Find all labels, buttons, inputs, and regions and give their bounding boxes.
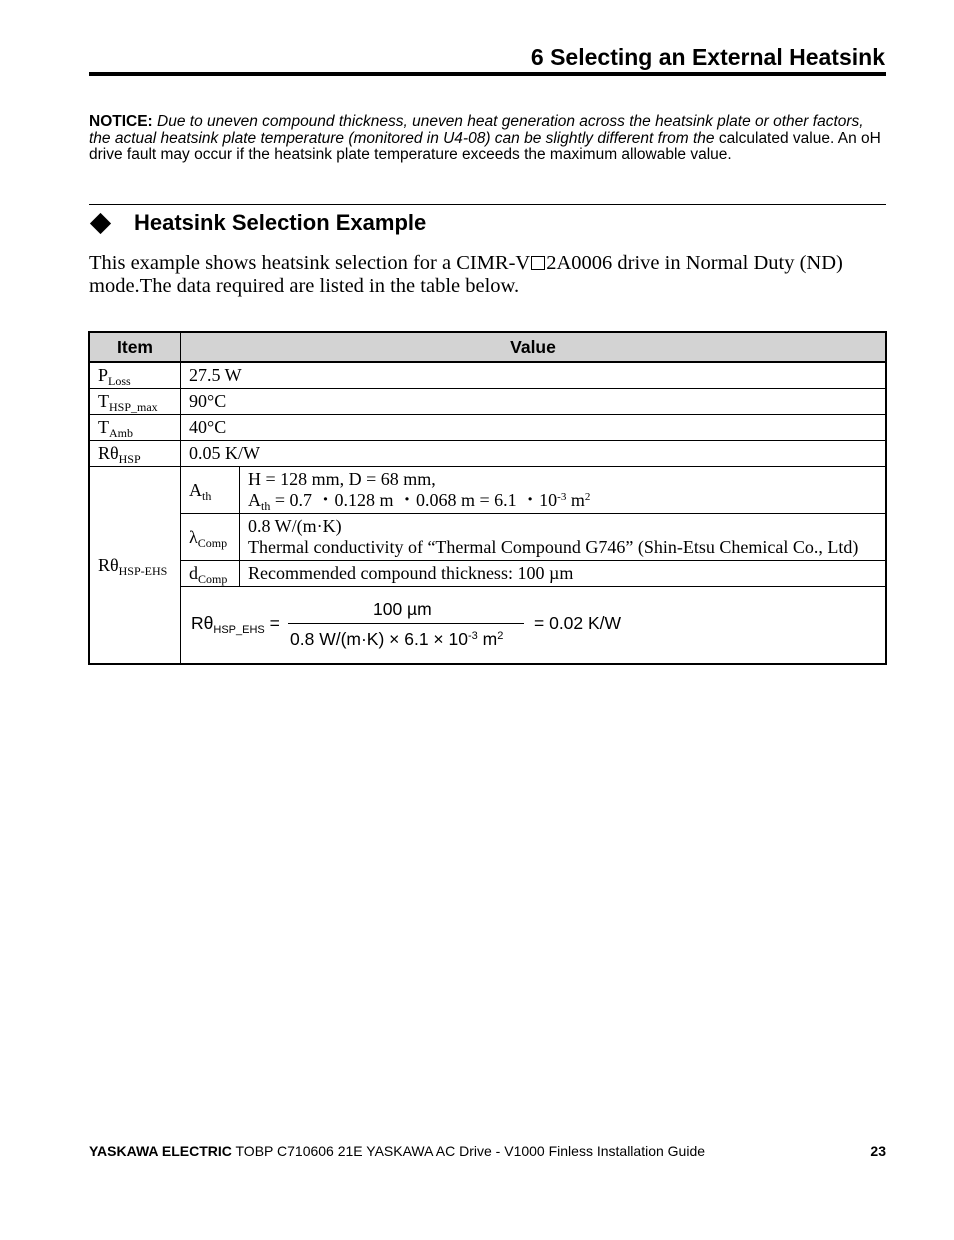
notice-block bbox=[89, 114, 886, 164]
formula bbox=[181, 587, 885, 663]
section-heading bbox=[89, 210, 426, 236]
value-cell: 40°C bbox=[181, 415, 887, 441]
value-cell: 90°C bbox=[181, 389, 887, 415]
notice-label: NOTICE: bbox=[89, 113, 153, 130]
page-number: 23 bbox=[870, 1143, 886, 1159]
footer-brand: YASKAWA ELECTRIC bbox=[89, 1143, 232, 1159]
intro-paragraph bbox=[89, 252, 889, 298]
table-row bbox=[89, 362, 886, 389]
formula-cell bbox=[181, 587, 887, 665]
intro-text-part1: This example shows heatsink selection for a CIMR-V bbox=[89, 252, 531, 274]
footer-text: TOBP C710606 21E YASKAWA AC Drive - V1000 Finless Installation Guide bbox=[231, 1143, 706, 1159]
formula-result: = 0.02 K/W bbox=[534, 613, 622, 633]
lambda-line1: 0.8 W/(m·K) bbox=[248, 516, 342, 536]
sub-item-cell: $\lambda_{Comp}$ bbox=[181, 514, 240, 561]
notice-plain-text: calculated value. An oH drive fault may occur if the heatsink plate temperature exceeds the maximum allowable value. bbox=[89, 129, 881, 163]
value-cell: 27.5 W bbox=[181, 362, 887, 389]
value-cell bbox=[240, 514, 887, 561]
item-cell-rth-ehs: $R\theta_{HSP-EHS}$ bbox=[89, 467, 181, 665]
table-header-row bbox=[89, 332, 886, 362]
page-footer bbox=[89, 1143, 886, 1159]
header-rule bbox=[89, 72, 886, 76]
table-row bbox=[89, 441, 886, 467]
section-heading-text: Heatsink Selection Example bbox=[134, 210, 427, 235]
table-row bbox=[89, 587, 886, 665]
header-item: Item bbox=[89, 332, 181, 362]
heatsink-data-table bbox=[88, 331, 887, 665]
notice-italic-text: Due to uneven compound thickness, uneven heat generation across the heatsink plate or other factors, the actual heatsink plate temperature (monitored in U4-08) can be slightly different from the bbox=[89, 113, 864, 147]
formula-lhs: $R\theta_{HSP\_EHS}$ = bbox=[191, 613, 280, 636]
lambda-line2: Thermal conductivity of “Thermal Compound G746” (Shin-Etsu Chemical Co., Ltd) bbox=[248, 537, 859, 557]
page-header-title: 6 Selecting an External Heatsink bbox=[530, 44, 885, 70]
item-cell: $T_{HSP\_max}$ bbox=[89, 389, 181, 415]
ath-line1: H = 128 mm, D = 68 mm, bbox=[248, 469, 436, 489]
diamond-bullet-icon bbox=[90, 212, 111, 233]
value-cell: Recommended compound thickness: 100 µm bbox=[240, 561, 887, 587]
ath-line2: $A_{th} = 0.7$ ・0.128 m ・0.068 m = 6.1 ・$10^{-3}$ $m^2$ bbox=[248, 490, 591, 513]
table-row bbox=[89, 389, 886, 415]
sub-item-cell: $d_{Comp}$ bbox=[181, 561, 240, 587]
intro-text-part2: 2A0006 drive in Normal Duty (ND) mode.The data required are listed in the table below. bbox=[89, 252, 843, 297]
value-cell: 0.05 K/W bbox=[181, 441, 887, 467]
table-row bbox=[89, 514, 886, 561]
value-cell bbox=[240, 467, 887, 514]
item-cell: $P_{Loss}$ bbox=[89, 362, 181, 389]
section-rule bbox=[89, 204, 886, 205]
formula-numerator: 100 µm bbox=[373, 599, 432, 619]
placeholder-box-icon bbox=[531, 256, 545, 270]
table-row bbox=[89, 415, 886, 441]
item-cell: $R\theta_{HSP}$ bbox=[89, 441, 181, 467]
formula-denominator: 0.8 $W/(m\cdot K) \times 6.1 \times 10^{-3}$ $m^2$ bbox=[290, 629, 504, 649]
table-row bbox=[89, 467, 886, 514]
item-cell: $T_{Amb}$ bbox=[89, 415, 181, 441]
sub-item-cell: $A_{th}$ bbox=[181, 467, 240, 514]
header-value: Value bbox=[181, 332, 887, 362]
fraction-bar bbox=[288, 623, 524, 624]
table-row bbox=[89, 561, 886, 587]
